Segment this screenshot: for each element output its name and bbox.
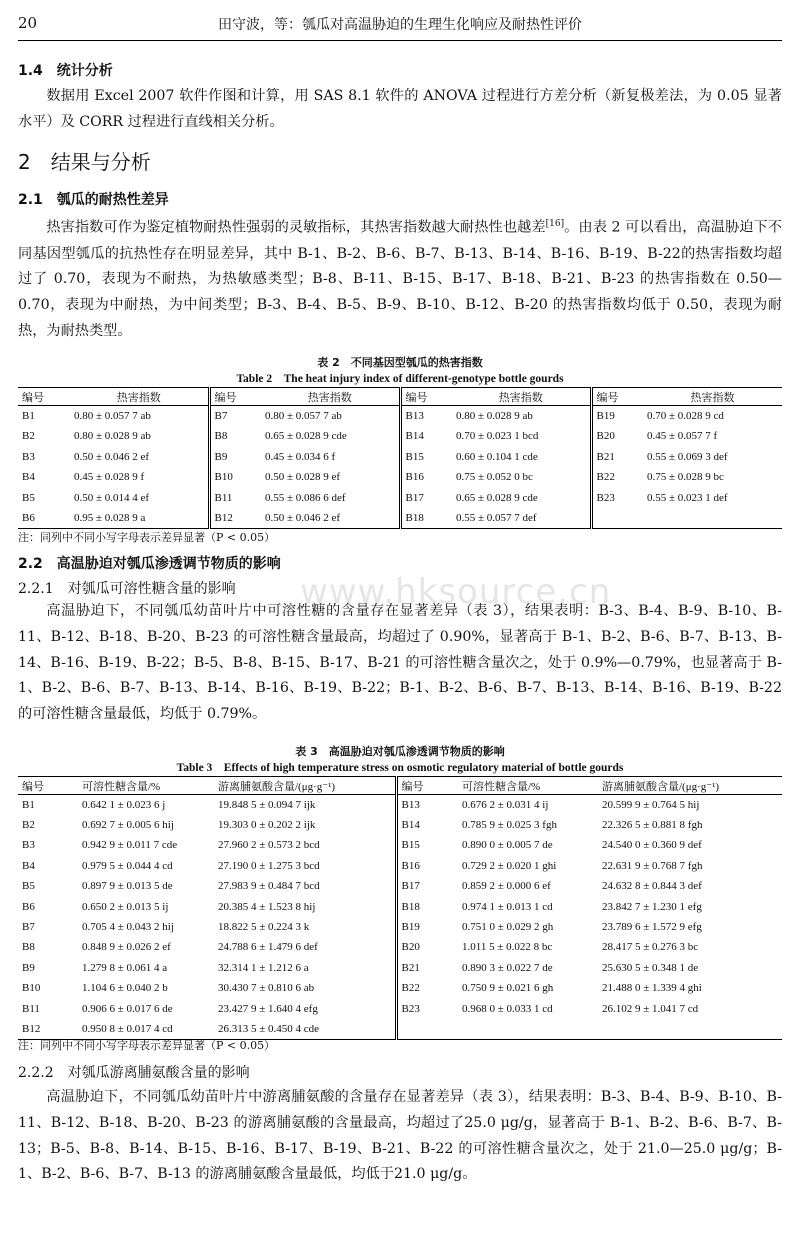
table-cell: 0.45 ± 0.034 6 f [265,450,336,463]
table-cell: B8 [209,426,261,447]
table-row [18,896,782,916]
table-cell: 23.842 7 ± 1.230 1 efg [602,900,702,913]
table-cell: B6 [22,900,35,913]
table-cell: 27.190 0 ± 1.275 3 bcd [218,859,320,872]
table-cell: B3 [22,450,35,463]
table-cell: 0.692 7 ± 0.005 6 hij [82,819,174,832]
table3-header-row [18,777,782,795]
table-cell: B22 [396,978,458,998]
table2-col-code: 编号 [591,388,643,406]
table-cell: 18.822 5 ± 0.224 3 k [218,921,310,934]
table-cell: 0.45 ± 0.028 9 f [74,471,145,484]
table-cell: 0.950 8 ± 0.017 4 cd [82,1022,173,1035]
table-cell: 0.80 ± 0.028 9 ab [456,410,533,422]
table-cell: 0.750 9 ± 0.021 6 gh [462,982,554,995]
table-cell: 1.279 8 ± 0.061 4 a [82,961,168,974]
section-2-1-text-b: 。由表 2 可以看出，高温胁迫下不同基因型瓠瓜的抗热性存在明显差异，其中 B-1、B-2、B-6、B-7、B-13、B-14、B-16、B-19、B-22的热害指数均超过了 0.70，表现为不耐热，为热敏感类型；B-8、B-11、B-15、B-17、B-18、B-21、B-23 的热害指数在 0.50—0.70，表现为中耐热，为中间类型；B-3、B-4、B-5、B-9、B-10、B-12、B-20 的热害指数均低于 0.50，表现为耐热，为耐热类型。 [18,219,782,339]
table-cell: 0.55 ± 0.057 7 def [456,512,537,524]
table-cell: B10 [209,467,261,488]
table-cell: 0.80 ± 0.057 7 ab [265,410,342,422]
table-cell: B15 [396,835,458,855]
table-cell: B12 [209,508,261,529]
table2-col-index: 热害指数 [307,391,352,404]
table-cell: 0.890 0 ± 0.005 7 de [462,839,553,852]
table-cell: 22.631 9 ± 0.768 7 fgh [602,859,703,872]
table-cell: 0.50 ± 0.014 4 ef [74,491,150,504]
table-cell: B13 [396,795,458,815]
section-2-2-1-body: 高温胁迫下，不同瓠瓜幼苗叶片中可溶性糖的含量存在显著差异（表 3），结果表明：B-3、B-4、B-9、B-10、B-11、B-12、B-18、B-20、B-23 的可溶性糖含量最高，均超过了 0.90%，显著高于 B-1、B-2、B-6、B-7、B-13、B-14、B-16、B-19、B-22；B-5、B-8、B-15、B-17、B-21 的可溶性糖含量次之，处于 0.9%—0.79%，也显著高于 B-1、B-2、B-6、B-7、B-13、B-14、B-16、B-19、B-22；B-1、B-2、B-6、B-7、B-13、B-14、B-16、B-19、B-22 的可溶性糖含量最低，均低于 0.79%。 [18,603,782,723]
section-2-2-1-heading: 2.2.1 对瓠瓜可溶性糖含量的影响 [18,581,236,597]
table-cell: 25.630 5 ± 0.348 1 de [602,961,699,974]
table-cell: B16 [400,467,452,488]
table-cell: 0.50 ± 0.028 9 ef [265,471,341,484]
table-cell: B5 [22,491,35,504]
citation-16: [16] [545,219,565,229]
table2-col-code: 编号 [22,391,44,404]
table-cell: B5 [22,880,35,893]
table-cell: B2 [22,819,35,832]
table-cell: 0.979 5 ± 0.044 4 cd [82,859,173,872]
section-1-4-heading: 1.4 统计分析 [18,63,113,79]
table-cell: B20 [591,426,643,447]
table3-caption-en: Table 3 Effects of high temperature stress on osmotic regulatory material of bottle gourds [176,762,624,774]
table-cell: 0.55 ± 0.023 1 def [647,491,728,504]
table-cell: B19 [396,917,458,937]
table-cell: 1.011 5 ± 0.022 8 bc [462,941,553,954]
table-cell: B20 [396,937,458,957]
table-cell: 26.102 9 ± 1.041 7 cd [602,1002,699,1015]
table-cell: B6 [22,512,35,524]
table-cell: 22.326 5 ± 0.881 8 fgh [602,819,703,832]
table-row [18,795,782,815]
section-2-2-2-heading: 2.2.2 对瓠瓜游离脯氨酸含量的影响 [18,1065,250,1081]
table2-caption-cn: 表 2 不同基因型瓠瓜的热害指数 [317,356,483,369]
table-cell: B23 [396,998,458,1018]
table3-col-proline: 游离脯氨酸含量/(μg·g⁻¹) [218,780,336,793]
table-cell: 0.974 1 ± 0.013 1 cd [462,900,553,913]
table-cell: 0.75 ± 0.052 0 bc [456,471,533,484]
table-row [18,467,782,488]
table-cell [591,508,643,529]
table-cell: B7 [209,406,261,427]
table-cell: B21 [591,447,643,468]
table-row [18,447,782,468]
table-cell: 0.55 ± 0.086 6 def [265,491,346,504]
table-cell: 26.313 5 ± 0.450 4 cde [218,1022,320,1035]
table-cell: 19.303 0 ± 0.202 2 ijk [218,819,316,832]
table-cell: B22 [591,467,643,488]
table-row [18,426,782,447]
table-cell: B15 [400,447,452,468]
table-cell: B17 [400,488,452,509]
table-row [18,488,782,509]
table-cell: 28.417 5 ± 0.276 3 bc [602,941,699,954]
table-cell: B9 [22,961,35,974]
table-cell: B11 [209,488,261,509]
section-1-4-body: 数据用 Excel 2007 软件作图和计算，用 SAS 8.1 软件的 ANOVA 过程进行方差分析（新复极差法，为 0.05 显著水平）及 CORR 过程进行直线相关分析。 [18,88,782,130]
table-cell: 20.385 4 ± 1.523 8 hij [218,900,316,913]
section-2-1-heading: 2.1 瓠瓜的耐热性差异 [18,192,169,208]
table-cell: 0.80 ± 0.057 7 ab [74,410,151,422]
table-cell: 27.983 9 ± 0.484 7 bcd [218,880,320,893]
table-row [18,406,782,427]
table-cell: 0.859 2 ± 0.000 6 ef [462,880,551,893]
table-row [18,815,782,835]
table-cell: B14 [396,815,458,835]
table-cell: 23.427 9 ± 1.640 4 efg [218,1002,318,1015]
table3-col-sugar: 可溶性糖含量/% [82,780,161,793]
table-cell: B9 [209,447,261,468]
table-cell: 0.676 2 ± 0.031 4 ij [462,798,549,811]
table-cell [598,1019,782,1039]
table2-col-code: 编号 [209,388,261,406]
table-cell: B13 [400,406,452,427]
table-cell: 0.705 4 ± 0.043 2 hij [82,921,174,934]
section-2-heading: 2 结果与分析 [18,150,151,174]
table-cell: 0.70 ± 0.023 1 bcd [456,430,539,443]
table-cell [458,1019,598,1039]
table-cell: 20.599 9 ± 0.764 5 hij [602,798,700,811]
table-cell: 0.50 ± 0.046 2 ef [74,450,150,463]
table-cell: 24.788 6 ± 1.479 6 def [218,941,318,954]
section-2-1-body [18,212,782,345]
table-cell: B18 [396,896,458,916]
table-row [18,508,782,529]
table-cell: B8 [22,941,35,954]
table-row [18,917,782,937]
table-cell: 0.75 ± 0.028 9 bc [647,471,724,484]
table2 [18,387,782,529]
table-cell: 0.80 ± 0.028 9 ab [74,430,151,443]
table3-caption-cn: 表 3 高温胁迫对瓠瓜渗透调节物质的影响 [295,745,505,758]
table-cell: B10 [22,982,41,995]
table-cell: 0.751 0 ± 0.029 2 gh [462,921,554,934]
table-cell: 32.314 1 ± 1.212 6 a [218,961,309,974]
table2-header-row [18,388,782,406]
table-row [18,856,782,876]
table-cell: B17 [396,876,458,896]
table-cell: B4 [22,859,35,872]
table-cell: 0.890 3 ± 0.022 7 de [462,961,553,974]
table-cell: 0.650 2 ± 0.013 5 ij [82,900,169,913]
table3-col-sugar: 可溶性糖含量/% [462,780,541,793]
table-cell: 27.960 2 ± 0.573 2 bcd [218,839,320,852]
table-cell: 0.642 1 ± 0.023 6 j [82,798,166,811]
section-2-1-text-a: 热害指数可作为鉴定植物耐热性强弱的灵敏指标，其热害指数越大耐热性也越差 [46,219,546,236]
table-cell: 0.60 ± 0.104 1 cde [456,450,538,463]
table-cell: B18 [400,508,452,529]
table-cell: B16 [396,856,458,876]
section-2-2-2-body: 高温胁迫下，不同瓠瓜幼苗叶片中游离脯氨酸的含量存在显著差异（表 3），结果表明：B-3、B-4、B-9、B-10、B-11、B-12、B-18、B-20、B-23 的游离脯氨酸的含量最高，均超过了25.0 μg/g，显著高于 B-1、B-2、B-6、B-7、B-13；B-5、B-8、B-14、B-15、B-16、B-17、B-19、B-21、B-22 的可溶性糖含量次之，处于 21.0—25.0 μg/g；B-1、B-2、B-6、B-7、B-13 的游离脯氨酸含量最低，均低于21.0 μg/g。 [18,1089,782,1183]
table-row [18,937,782,957]
table-cell: 0.729 2 ± 0.020 1 ghi [462,859,557,872]
table-cell: B12 [22,1022,41,1035]
table3-col-code: 编号 [22,780,44,793]
table-cell: 0.897 9 ± 0.013 5 de [82,880,173,893]
table-cell: 0.942 9 ± 0.011 7 cde [82,839,178,852]
table-cell: B19 [591,406,643,427]
table2-col-index: 热害指数 [116,391,161,404]
page-number: 20 [18,14,38,32]
table3-col-proline: 游离脯氨酸含量/(μg·g⁻¹) [602,780,720,793]
table-cell: 24.632 8 ± 0.844 3 def [602,880,702,893]
table-cell: 0.70 ± 0.028 9 cd [647,410,724,422]
table-cell: 0.55 ± 0.069 3 def [647,450,728,463]
running-title: 田守波，等：瓠瓜对高温胁迫的生理生化响应及耐热性评价 [218,17,582,33]
table3-note: 注：同列中不同小写字母表示差异显著（P < 0.05） [18,1039,276,1052]
table-cell: B23 [591,488,643,509]
table-row [18,998,782,1018]
table-row [18,958,782,978]
table-cell: 1.104 6 ± 0.040 2 b [82,982,168,995]
table-row [18,876,782,896]
table-cell: 0.65 ± 0.028 9 cde [265,430,347,443]
table-cell: 0.968 0 ± 0.033 1 cd [462,1002,553,1015]
table2-caption-en: Table 2 The heat injury index of different-genotype bottle gourds [236,373,564,385]
table2-col-code: 编号 [400,388,452,406]
table-cell: 21.488 0 ± 1.339 4 ghi [602,982,702,995]
table-row [18,978,782,998]
table-cell: 30.430 7 ± 0.810 6 ab [218,982,315,995]
table2-col-index: 热害指数 [498,391,543,404]
header-rule [18,40,782,41]
table-cell: 19.848 5 ± 0.094 7 ijk [218,798,316,811]
table-cell: B1 [22,410,35,422]
table-cell: 0.45 ± 0.057 7 f [647,430,718,443]
table2-col-index: 热害指数 [690,391,735,404]
table-cell [643,508,782,529]
table-cell: B21 [396,958,458,978]
table-cell: B1 [22,798,35,811]
table-row [18,835,782,855]
table-cell [396,1019,458,1039]
table-cell: B14 [400,426,452,447]
section-2-2-heading: 2.2 高温胁迫对瓠瓜渗透调节物质的影响 [18,556,281,572]
table-cell: 24.540 0 ± 0.360 9 def [602,839,702,852]
table-cell: B3 [22,839,35,852]
table-cell: B4 [22,471,35,484]
table-cell: 0.65 ± 0.028 9 cde [456,491,538,504]
table-cell: 23.789 6 ± 1.572 9 efg [602,921,702,934]
table2-note: 注：同列中不同小写字母表示差异显著（P < 0.05） [18,531,276,544]
table-cell: 0.50 ± 0.046 2 ef [265,512,341,524]
running-header [18,12,782,38]
table-cell: 0.848 9 ± 0.026 2 ef [82,941,171,954]
watermark: www.hksource.cn [300,572,612,612]
table-cell: 0.906 6 ± 0.017 6 de [82,1002,173,1015]
table-cell: 0.785 9 ± 0.025 3 fgh [462,819,557,832]
table-cell: 0.95 ± 0.028 9 a [74,512,146,524]
table-cell: B7 [22,921,35,934]
table3 [18,776,782,1040]
table3-col-code: 编号 [396,777,458,795]
table-cell: B11 [22,1002,40,1015]
table-cell: B2 [22,430,35,443]
